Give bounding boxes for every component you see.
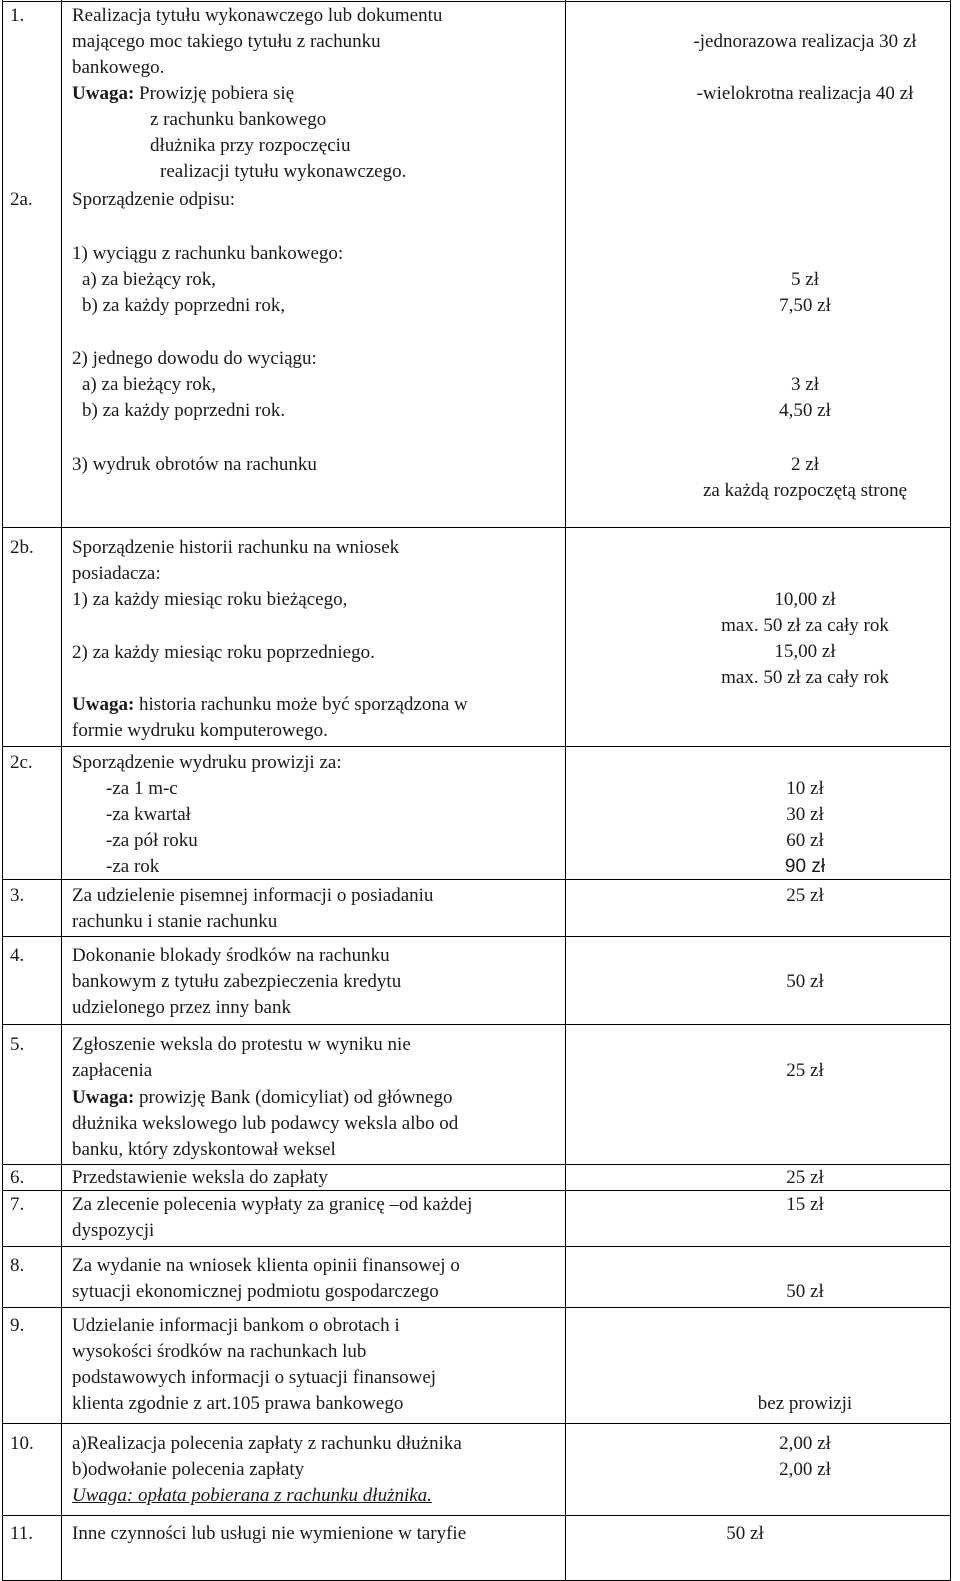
row-description: zapłacenia [72,1060,153,1081]
note-text: historia rachunku może być sporządzona w [134,694,468,715]
row-number: 7. [10,1194,25,1215]
row-subitem: -za kwartał [106,804,191,825]
note-text: realizacji tytułu wykonawczego. [160,161,407,182]
fee-value: 60 zł [786,830,824,851]
note-text: z rachunku bankowego [150,109,327,130]
row-description: Sporządzenie historii rachunku na wniosek [72,537,400,558]
row-description: sytuacji ekonomicznej podmiotu gospodarczego [72,1281,439,1302]
row-number: 8. [10,1255,25,1276]
row-description: Przedstawienie weksla do zapłaty [72,1167,328,1188]
table-border-right [950,0,951,1581]
row-number: 3. [10,885,25,906]
row-description: wysokości środków na rachunkach lub [72,1341,367,1362]
row-divider [2,1515,951,1516]
fee-value: 25 zł [786,885,824,906]
row-description: dyspozycji [72,1220,155,1241]
row-subitem: 2) za każdy miesiąc roku poprzedniego. [72,642,375,663]
fee-value: 2 zł [791,454,819,475]
row-subitem: 1) wyciągu z rachunku bankowego: [72,243,344,264]
row-divider [2,1307,951,1308]
row-description: Zgłoszenie weksla do protestu w wyniku nie [72,1034,411,1055]
row-description: Sporządzenie odpisu: [72,189,236,210]
row-description: Realizacja tytułu wykonawczego lub dokumentu [72,5,443,26]
row-description: Udzielanie informacji bankom o obrotach i [72,1315,400,1336]
row-divider [2,1246,951,1247]
row-divider [2,746,951,747]
row-number: 2b. [10,537,34,558]
fee-note: za każdą rozpoczętą stronę [702,480,908,501]
row-subitem: -za rok [106,856,160,877]
row-number: 1. [10,5,25,26]
fee-value: 15 zł [786,1194,824,1215]
row-description: bankowym z tytułu zabezpieczenia kredytu [72,971,402,992]
row-divider [2,1423,951,1424]
row-description: bankowego. [72,57,165,78]
row-description: Sporządzenie wydruku prowizji za: [72,752,342,773]
row-number: 2a. [10,189,33,210]
row-number: 9. [10,1315,25,1336]
row-number: 11. [10,1523,34,1544]
row-note [72,1085,452,1111]
row-description: udzielonego przez inny bank [72,997,291,1018]
row-description: posiadacza: [72,563,161,584]
fee-value: bez prowizji [757,1393,853,1414]
fee-value: 30 zł [786,804,824,825]
row-subitem: -za pół roku [106,830,198,851]
fee-value: 90 zł [784,856,826,877]
row-description: Za udzielenie pisemnej informacji o posiadaniu [72,885,434,906]
row-subitem: 1) za każdy miesiąc roku bieżącego, [72,589,348,610]
note-text: banku, który zdyskontował weksel [72,1139,336,1160]
table-border-col1 [61,0,62,1581]
fee-value: 50 zł [726,1523,764,1544]
row-divider [2,1024,951,1025]
note-text: dłużnika wekslowego lub podawcy weksla albo od [72,1113,459,1134]
row-note: Uwaga: opłata pobierana z rachunku dłużnika. [72,1485,432,1506]
fee-value: 50 zł [786,971,824,992]
row-subitem: 2) jednego dowodu do wyciągu: [72,348,317,369]
row-subitem: a) za bieżący rok, [82,269,216,290]
fee-value: 15,00 zł [774,641,836,662]
fee-value: 5 zł [791,269,819,290]
row-number: 4. [10,945,25,966]
row-subitem: -za 1 m-c [106,778,178,799]
row-description: Za wydanie na wniosek klienta opinii finansowej o [72,1255,460,1276]
note-text: dłużnika przy rozpoczęciu [150,135,351,156]
row-subitem: a) za bieżący rok, [82,374,216,395]
fee-value: 2,00 zł [779,1433,831,1454]
fee-value: 2,00 zł [779,1459,831,1480]
row-note [72,692,468,718]
row-description: podstawowych informacji o sytuacji finansowej [72,1367,437,1388]
row-number: 2c. [10,752,33,773]
row-description: mającego moc takiego tytułu z rachunku [72,31,381,52]
row-number: 6. [10,1167,25,1188]
fee-value: 50 zł [786,1281,824,1302]
row-description: a)Realizacja polecenia zapłaty z rachunku dłużnika [72,1433,462,1454]
row-description: rachunku i stanie rachunku [72,911,278,932]
row-subitem: 3) wydruk obrotów na rachunku [72,454,317,475]
fee-value: 3 zł [791,374,819,395]
fee-note: max. 50 zł za cały rok [721,615,889,636]
row-divider [2,527,951,528]
fee-value: 10 zł [786,778,824,799]
note-text: Prowizję pobiera się [134,83,295,104]
note-label: Uwaga: [72,694,135,715]
row-divider [2,1,951,2]
note-text: formie wydruku komputerowego. [72,720,328,741]
note-label: Uwaga: [72,83,135,104]
row-description: b)odwołanie polecenia zapłaty [72,1459,305,1480]
row-subitem: b) za każdy poprzedni rok, [82,295,286,316]
row-description: klienta zgodnie z art.105 prawa bankowego [72,1393,404,1414]
fee-note: max. 50 zł za cały rok [721,667,889,688]
row-description: Dokonanie blokady środków na rachunku [72,945,390,966]
row-description: Za zlecenie polecenia wypłaty za granicę –od każdej [72,1194,473,1215]
fee-value: -wielokrotna realizacja 40 zł [696,83,914,104]
fee-value: 4,50 zł [779,400,831,421]
row-note [72,81,294,107]
row-divider [2,936,951,937]
row-number: 10. [10,1433,34,1454]
row-subitem: b) za każdy poprzedni rok. [82,400,286,421]
fee-value: 25 zł [786,1060,824,1081]
fee-value: 7,50 zł [779,295,831,316]
table-border-col2 [565,0,566,1581]
note-label: Uwaga: [72,1087,135,1108]
table-border-left [2,0,3,1581]
row-description: Inne czynności lub usługi nie wymienione w taryfie [72,1523,467,1544]
note-text: prowizję Bank (domicyliat) od głównego [134,1087,453,1108]
fee-value: 25 zł [786,1167,824,1188]
row-number: 5. [10,1034,25,1055]
fee-value: -jednorazowa realizacja 30 zł [693,31,917,52]
fee-value: 10,00 zł [774,589,836,610]
